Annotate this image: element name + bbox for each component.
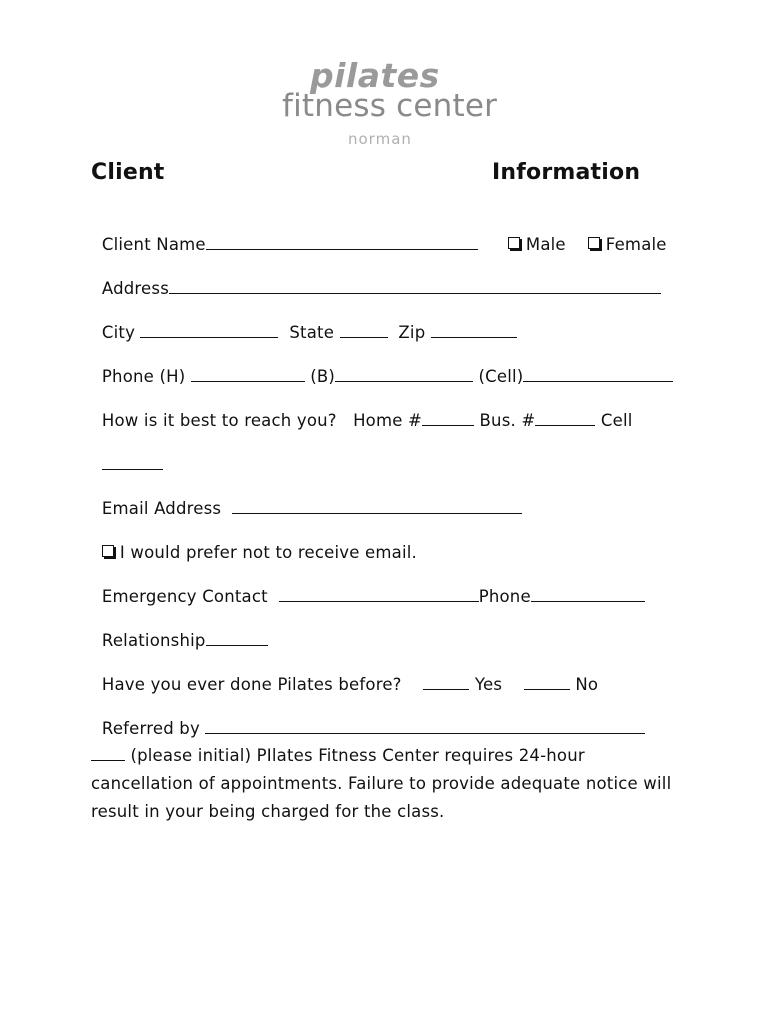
gender-options xyxy=(497,216,667,254)
phone-cell-label: (Cell) xyxy=(478,367,524,386)
bus-label: Bus. # xyxy=(479,411,536,430)
client-name-row xyxy=(91,216,478,254)
phone-cell-field[interactable] xyxy=(523,367,673,382)
relationship-row xyxy=(91,612,268,650)
state-label: State xyxy=(289,323,335,342)
address-label: Address xyxy=(101,279,170,298)
phone-home-field[interactable] xyxy=(191,367,305,382)
relationship-label: Relationship xyxy=(101,631,206,650)
reach-label: How is it best to reach you? xyxy=(101,411,337,430)
city-state-zip-row xyxy=(91,304,517,342)
no-email-label: I would prefer not to receive email. xyxy=(119,543,417,562)
logo-pilates-text: pilates xyxy=(310,56,440,95)
yes-label: Yes xyxy=(474,675,503,694)
no-label: No xyxy=(575,675,599,694)
client-name-field[interactable] xyxy=(206,235,478,250)
state-field[interactable] xyxy=(340,323,388,338)
cell-blank-row xyxy=(91,436,163,474)
zip-label: Zip xyxy=(398,323,426,342)
female-label: Female xyxy=(605,235,667,254)
initial-field[interactable] xyxy=(91,746,125,761)
reach-row xyxy=(91,392,633,430)
cell-field[interactable] xyxy=(102,455,163,470)
email-row xyxy=(91,480,522,518)
no-field[interactable] xyxy=(524,675,570,690)
emergency-field[interactable] xyxy=(279,587,479,602)
referred-row xyxy=(91,700,645,738)
address-field[interactable] xyxy=(169,279,661,294)
home-field[interactable] xyxy=(422,411,474,426)
city-label: City xyxy=(101,323,136,342)
phone-home-label: Phone (H) xyxy=(101,367,186,386)
emergency-phone-field[interactable] xyxy=(531,587,645,602)
logo xyxy=(260,50,510,150)
emergency-label: Emergency Contact xyxy=(101,587,268,606)
relationship-field[interactable] xyxy=(206,631,268,646)
cancellation-policy xyxy=(91,742,691,826)
male-label: Male xyxy=(525,235,566,254)
referred-label: Referred by xyxy=(101,719,200,738)
yes-field[interactable] xyxy=(423,675,469,690)
phone-row xyxy=(91,348,673,386)
home-label: Home # xyxy=(353,411,423,430)
pilates-before-label: Have you ever done Pilates before? xyxy=(101,675,402,694)
bus-field[interactable] xyxy=(535,411,595,426)
emergency-phone-label: Phone xyxy=(478,587,531,606)
phone-business-label: (B) xyxy=(310,367,336,386)
heading-information: Information xyxy=(492,160,641,185)
emergency-row xyxy=(91,568,645,606)
email-label: Email Address xyxy=(101,499,222,518)
male-checkbox[interactable] xyxy=(508,237,520,249)
cell-label: Cell xyxy=(600,411,633,430)
logo-norman-text: norman xyxy=(348,130,412,148)
no-email-row xyxy=(91,524,417,562)
referred-field[interactable] xyxy=(205,719,645,734)
zip-field[interactable] xyxy=(431,323,517,338)
heading-client: Client xyxy=(91,160,165,185)
email-field[interactable] xyxy=(232,499,522,514)
logo-fitness-center-text: fitness center xyxy=(282,88,498,124)
address-row xyxy=(91,260,661,298)
client-name-label: Client Name xyxy=(101,235,206,254)
cancellation-text: (please initial) PIlates Fitness Center requires 24-hour cancellation of appointments. Failure to provide adequate notice will result in your being charged for the class. xyxy=(91,746,672,821)
female-checkbox[interactable] xyxy=(588,237,600,249)
pilates-before-row xyxy=(91,656,598,694)
phone-business-field[interactable] xyxy=(335,367,473,382)
no-email-checkbox[interactable] xyxy=(102,545,114,557)
city-field[interactable] xyxy=(140,323,278,338)
